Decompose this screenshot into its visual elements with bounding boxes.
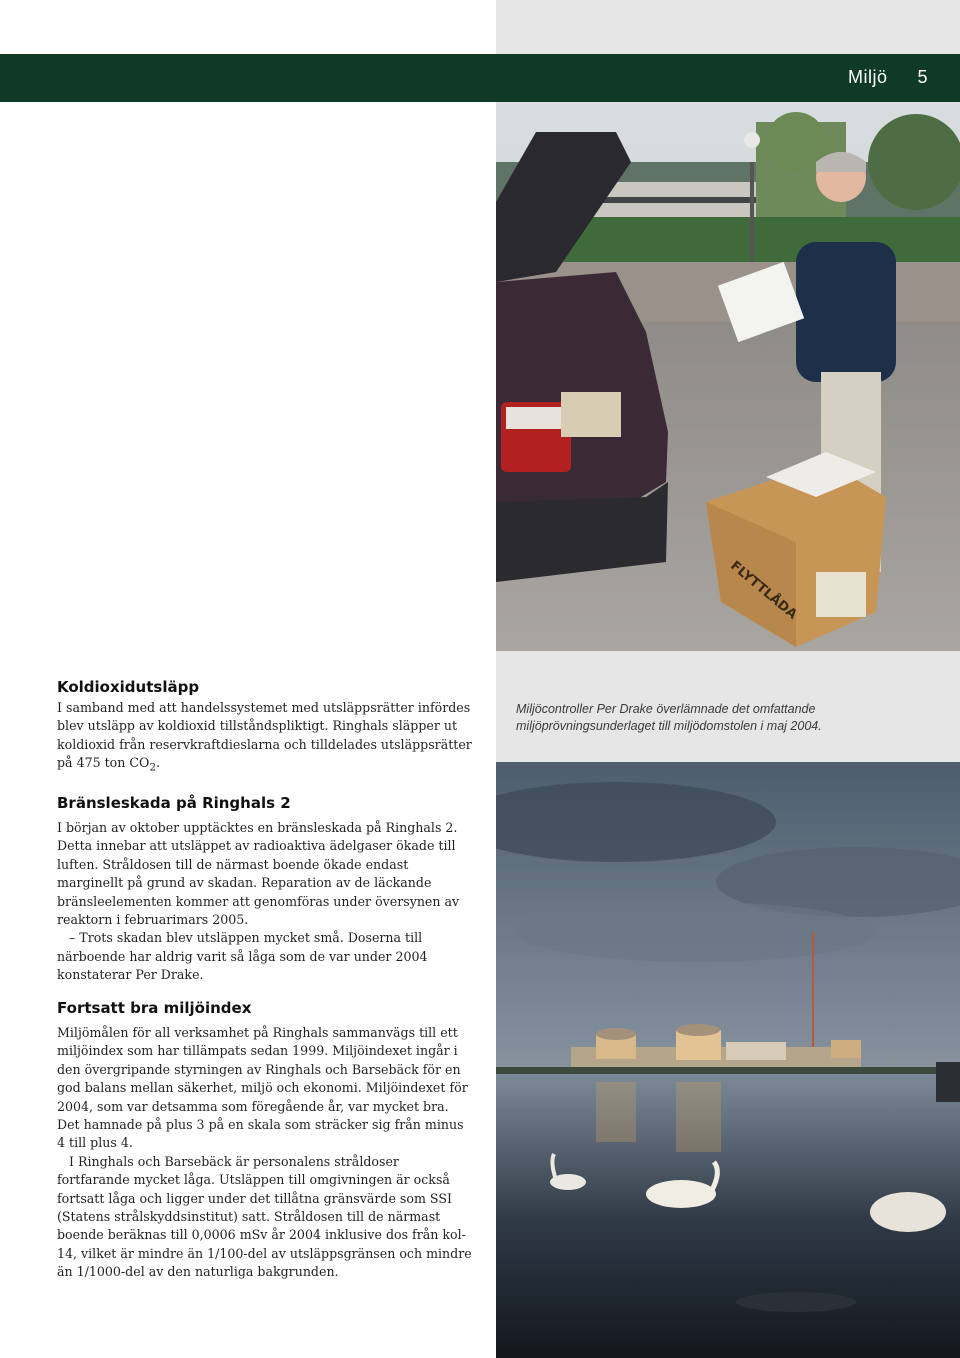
body-miljoindex-1: Miljömålen för all verksamhet på Ringhals sammanvägs till ett miljöindex som har tillämpats sedan 1999. Miljöindexet ingår i den övergripande styrningen av Ringhals och Barsebäck för en god balans mellan säkerhet, miljö och ekonomi. Miljöindexet för 2004, som var detsamma som föregående år, var mycket bra. Det hamnade på plus 3 på en skala som sträcker sig från minus 4 till plus 4. — [57, 1025, 468, 1151]
section-name: Miljö — [847, 67, 888, 87]
photo-caption: Miljöcontroller Per Drake överlämnade det omfattande miljöprövningsunderlaget till miljödomstolen i maj 2004. — [516, 702, 822, 733]
page-number: 5 — [917, 67, 928, 87]
heading-koldioxid: Koldioxidutsläpp — [57, 678, 200, 696]
body-bransleskada-2: – Trots skadan blev utsläppen mycket små. Doserna till närboende har aldrig varit så låga som de var under 2004 konstaterar Per Drake. — [57, 930, 428, 983]
heading-miljoindex: Fortsatt bra miljöindex — [57, 999, 252, 1017]
body-koldioxid: I samband med att handelssystemet med utsläppsrätter infördes blev utsläpp av koldioxid tillståndspliktigt. Ringhals släpper ut koldioxid från reservkraftdieslarna och tilldelades utsläppsrätter på 475 ton $CO_2$. — [57, 700, 472, 774]
caption-area — [496, 651, 960, 762]
box-print: FLYTTLÅDA — [727, 558, 800, 623]
section-koldioxid — [57, 678, 472, 777]
body-miljoindex-2: I Ringhals och Barsebäck är personalens stråldoser fortfarande mycket låga. Utsläppen till omgivningen är också fortsatt låga och ligger under det tillåtna gränsvärde som SSI (Statens strålskyddsinstitut) satt. Stråldosen till de närmast boende beräknas till 0,0006 mSv år 2004 inklusive dos från kol-14, vilket är mindre än 1/100-del av utsläppsgränsen och mindre än 1/1000-del av den naturliga bakgrunden. — [57, 1153, 472, 1280]
section-bransleskada — [57, 794, 472, 985]
photo-ringhals-plant-swans — [496, 762, 960, 1358]
section-miljoindex — [57, 999, 472, 1282]
photo-man-with-box — [496, 102, 960, 651]
header-band — [0, 54, 960, 102]
body-bransleskada-1: I början av oktober upptäcktes en bränsleskada på Ringhals 2. Detta innebar att utsläppet av radioaktiva ädelgaser ökade till luften. Stråldosen till de närmast boende ökade endast marginellt på grund av skadan. Reparation av de läckande bränsleelementen kommer att genomföras under översynen av reaktorn i februarimars 2005. — [57, 820, 460, 928]
top-gray-block — [496, 0, 960, 54]
heading-bransleskada: Bränsleskada på Ringhals 2 — [57, 794, 291, 812]
running-header — [848, 67, 928, 88]
